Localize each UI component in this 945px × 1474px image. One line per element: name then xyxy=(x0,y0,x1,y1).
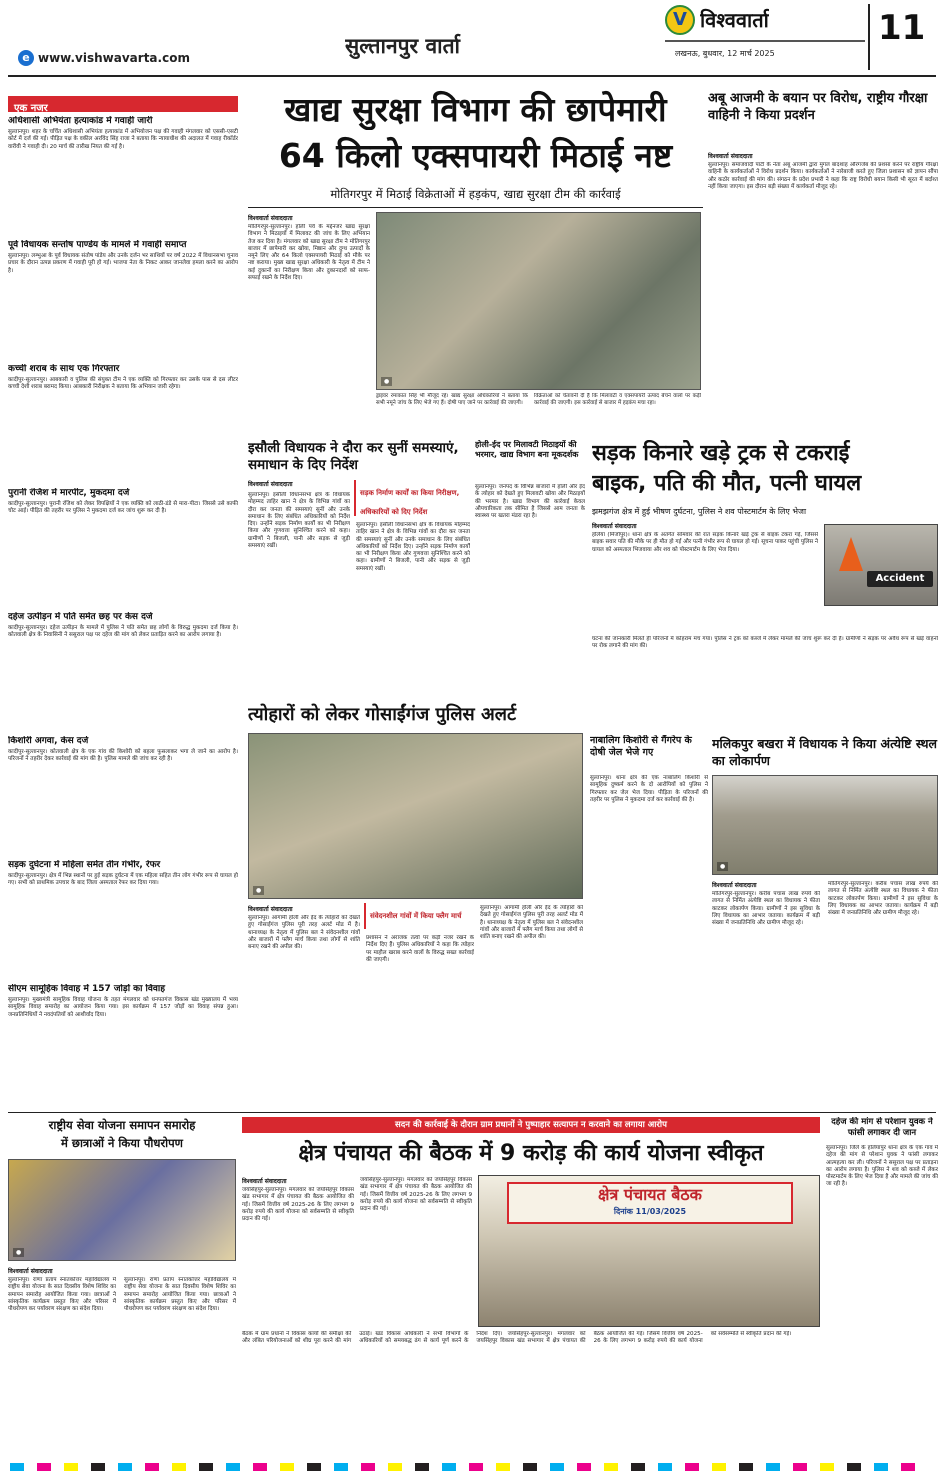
panchayat-kicker xyxy=(242,1117,820,1133)
ek-nazar-item-title: पूर्व विधायक सन्तोष पाण्डेय के मामले में गवाही समाप्त xyxy=(8,240,187,250)
accident-headline-2: बाइक, पति की मौत, पत्नी घायल xyxy=(592,471,862,496)
panchayat-banner-date: दिनांक 11/03/2025 xyxy=(613,1207,687,1216)
color-swatch xyxy=(37,1463,51,1471)
rashtriya-seva-body-col2-text: सुल्तानपुर। राणा प्रताप स्नातकोत्तर महाविद्यालय में राष्ट्रीय सेवा योजना के सात दिवसीय विशेष शिविर का समापन समारोह आयोजित किया गया। छात्राओं ने सांस्कृतिक कार्यक्रम प्रस्तुत किए और परिसर में पौधरोपण कर पर्यावरण संरक्षण का संदेश दिया। xyxy=(124,1277,236,1313)
abu-azmi-byline: विश्ववार्ता संवाददाता xyxy=(708,153,753,160)
lead-body xyxy=(248,224,370,434)
malikpur-body-col2 xyxy=(828,881,938,1105)
isauli-headline: इसौली विधायक ने दौरा कर सुनीं समस्याएं, समाधान के दिए निर्देश xyxy=(248,440,459,473)
holi-milawat-body-text: सुल्तानपुर। जनपद के विभिन्न बाजारों में होली और ईद के त्योहार को देखते हुए मिलावटी खोया और मिठाइयों की भरमार है। खाद्य विभाग की कार्रवाई केवल औपचारिकता तक सीमित है जिससे आम जनता के स्वास्थ्य पर खतरा मंडरा रहा है। xyxy=(475,484,585,520)
ek-nazar-item xyxy=(8,116,238,234)
color-swatch xyxy=(388,1463,402,1471)
ek-nazar-item-body: कादीपुर-सुल्तानपुर। दहेज उत्पीड़न के मामले में पुलिस ने पति समेत छह लोगों के विरुद्ध मुकदमा दर्ज किया है। कोतवाली क्षेत्र के निवासिनी ने ससुराल पक्ष पर दहेज की मांग को लेकर प्रताड़ित करने का आरोप लगाया है। xyxy=(8,625,238,639)
ek-nazar-item-title: सीएम सामूहिक विवाह में 157 जोड़ों का विवाह xyxy=(8,984,165,994)
gosaiganj-sidebar xyxy=(364,903,474,929)
ek-nazar-item-body: सुल्तानपुर। शहर के चर्चित अधिशासी अभियंता हत्याकांड में अभियोजन पक्ष की गवाही मंगलवार को एससी-एसटी कोर्ट में दर्ज की गई। पीड़ित पक्ष के वकील अरविंद सिंह राजा ने बताया कि न्यायाधीश की अदालत में गवाह रीकॉर्डर वारीवी ने गवाही दी। 20 मार्च की तारीख नियत की गई है। xyxy=(8,129,238,150)
accident-headline-1: सड़क किनारे खड़े ट्रक से टकराई xyxy=(592,441,850,466)
color-swatch xyxy=(469,1463,483,1471)
lead-byline: विश्ववार्ता संवाददाता xyxy=(248,215,293,222)
rashtriya-seva-byline: विश्ववार्ता संवाददाता xyxy=(8,1268,53,1275)
section-title: सुल्तानपुर वार्ता xyxy=(345,34,460,58)
color-swatch xyxy=(658,1463,672,1471)
accident-sign-text: Accident xyxy=(875,573,925,584)
color-swatch xyxy=(523,1463,537,1471)
panchayat-banner-text: क्षेत्र पंचायत बैठक xyxy=(598,1185,702,1204)
color-swatch xyxy=(361,1463,375,1471)
ek-nazar-item-body: कादीपुर-सुल्तानपुर। आबकारी व पुलिस की संयुक्त टीम ने एक व्यक्ति को गिरफ्तार कर उसके पास से दस लीटर कच्ची देशी शराब बरामद किया। आबकारी निरीक्षक ने बताया कि अभियान जारी रहेगा। xyxy=(8,377,238,391)
malikpur-story xyxy=(712,735,938,1107)
gosaiganj-body2-text: प्रशासन ने अराजक तत्वों पर कड़ी नजर रखने के निर्देश दिए हैं। पुलिस अधिकारियों ने कहा कि त्योहार पर माहौल खराब करने वालों के विरुद्ध सख्त कार्रवाई की जाएगी। xyxy=(366,935,474,963)
gangrape-story xyxy=(590,735,708,1105)
dahej-body-text: सुल्तानपुर। जिले के हलियापुर थाना क्षेत्र के एक गांव में दहेज की मांग से परेशान युवक ने फांसी लगाकर आत्महत्या कर ली। परिजनों ने ससुराल पक्ष पर प्रताड़ना का आरोप लगाया है। पुलिस ने शव को कब्जे में लेकर पोस्टमार्टम के लिए भेज दिया है और मामले की जांच की जा रही है। xyxy=(826,1145,938,1188)
holi-milawat-headline: होली-ईद पर मिलावटी मिठाइयों की भरमार, खाद्य विभाग बना मूकदर्शक xyxy=(475,440,579,459)
dahej-body xyxy=(826,1145,938,1459)
ek-nazar-label-text: एक नजर xyxy=(14,103,48,112)
gosaiganj-body3 xyxy=(480,905,583,1105)
accident-subhead: झमझगंज क्षेत्र में हुई भीषण दुर्घटना, पुलिस ने शव पोस्टमार्टम के लिए भेजा xyxy=(592,507,807,516)
color-swatch xyxy=(145,1463,159,1471)
color-swatch xyxy=(766,1463,780,1471)
ek-nazar-item xyxy=(8,364,238,482)
ek-nazar-item xyxy=(8,612,238,730)
gangrape-headline: नाबालिग किशोरी से गैंगरेप के दोषी जेल भेजे गए xyxy=(590,735,692,758)
lead-photo-label: ● xyxy=(381,377,392,386)
color-swatch xyxy=(577,1463,591,1471)
isauli-story xyxy=(248,440,470,695)
panchayat-headline: क्षेत्र पंचायत की बैठक में 9 करोड़ की कार्य योजना स्वीकृत xyxy=(298,1141,764,1166)
color-swatch xyxy=(550,1463,564,1471)
rashtriya-seva-headline-1: राष्ट्रीय सेवा योजना समापन समारोह xyxy=(48,1118,196,1132)
ek-nazar-item xyxy=(8,488,238,606)
traffic-cone-icon xyxy=(839,537,863,571)
isauli-body-text: सुल्तानपुर। इसौली विधानसभा क्षेत्र के विधायक मोहम्मद ताहिर खान ने क्षेत्र के विभिन्न गांवों का दौरा कर जनता की समस्याएं सुनीं और उनके समाधान के लिए संबंधित अधिकारियों को निर्देश दिए। उन्होंने सड़क निर्माण कार्यों का भी निरीक्षण किया और गुणवत्ता सुनिश्चित करने को कहा। ग्रामीणों ने बिजली, पानी और सड़क से जुड़ी समस्याएं रखीं। xyxy=(248,492,350,550)
lead-body2 xyxy=(534,393,701,435)
panchayat-story xyxy=(242,1117,820,1459)
lead-headline-2: 64 किलो एक्सपायरी मिठाई नष्ट xyxy=(278,136,673,175)
accident-story xyxy=(592,440,938,730)
panchayat-body2-text: बैठक में ग्राम प्रधानों ने विकास कार्यों की समीक्षा की और लंबित परियोजनाओं को शीघ्र पूरा करने की मांग उठाई। खंड विकास अधिकारी ने सभी विभागों के अधिकारियों को समयबद्ध ढंग से कार्य पूर्ण करने के निर्देश दिए। xyxy=(242,1331,503,1345)
accident-body xyxy=(592,532,818,632)
holi-milawat-body xyxy=(475,484,585,694)
malikpur-body-text: मोतिगरपुर-सुल्तानपुर। करीब पचास लाख रुपये की लागत से निर्मित अंत्येष्टि स्थल का विधायक ने फीता काटकर लोकार्पण किया। ग्रामीणों ने इस सुविधा के लिए विधायक का आभार जताया। कार्यक्रम में बड़ी संख्या में जनप्रतिनिधि और ग्रामीण मौजूद रहे। xyxy=(712,891,820,927)
color-swatch xyxy=(280,1463,294,1471)
ek-nazar-item xyxy=(8,860,238,978)
accident-body-text: हलिया (मिर्जापुर)। थाना क्षेत्र के अंतर्गत सोमवार की रात सड़क किनारे खड़े ट्रक से बाइक टकरा गई, जिससे बाइक सवार पति की मौके पर ही मौत हो गई और पत्नी गंभीर रूप से घायल हो गई। सूचना पाकर पहुंची पुलिस ने घायल को अस्पताल भिजवाया और शव को पोस्टमार्टम के लिए भेज दिया। xyxy=(592,532,818,553)
abu-azmi-body-text: सुल्तानपुर। समाजवादी पार्टी के नेता अबू आजमी द्वारा मुगल बादशाह औरंगजेब की प्रशंसा करने पर राष्ट्रीय गौरक्षा वाहिनी के कार्यकर्ताओं ने विरोध प्रदर्शन किया। कार्यकर्ताओं ने नारेबाजी करते हुए जिला प्रशासन को ज्ञापन सौंपा और कठोर कार्रवाई की मांग की। संगठन के प्रदेश प्रभारी ने कहा कि राष्ट्र विरोधी बयान किसी भी सूरत में बर्दाश्त नहीं किया जाएगा। इस दौरान बड़ी संख्या में कार्यकर्ता मौजूद रहे। xyxy=(708,162,938,190)
dahej-headline: दहेज की मांग से परेशान युवक ने फांसी लगाकर दी जान xyxy=(831,1117,933,1138)
ek-nazar-item-body: कादीपुर-सुल्तानपुर। क्षेत्र में भिन्न स्थानों पर हुई सड़क दुर्घटना में एक महिला सहित तीन लोग गंभीर रूप से घायल हो गए। सभी को प्राथमिक उपचार के बाद जिला अस्पताल रेफर कर दिया गया। xyxy=(8,873,238,887)
dahej-story xyxy=(826,1117,938,1459)
panchayat-banner xyxy=(507,1182,793,1224)
panchayat-body2 xyxy=(242,1331,820,1459)
page-number: 11 xyxy=(878,8,926,48)
gosaiganj-body3-text: सुल्तानपुर। आगामी होली और ईद के त्योहारों को देखते हुए गोसाईंगंज पुलिस पूरी तरह अलर्ट मोड में है। थानाध्यक्ष के नेतृत्व में पुलिस बल ने संवेदनशील गांवों और बाजारों में फ्लैग मार्च किया तथा लोगों से शांति बनाए रखने की अपील की। xyxy=(480,905,583,941)
color-swatch xyxy=(334,1463,348,1471)
ek-nazar-label xyxy=(8,96,238,112)
rashtriya-seva-body xyxy=(8,1277,116,1457)
ek-nazar-item xyxy=(8,736,238,854)
gosaiganj-byline: विश्ववार्ता संवाददाता xyxy=(248,906,293,913)
color-swatch xyxy=(253,1463,267,1471)
rashtriya-seva-photo xyxy=(8,1159,236,1261)
panchayat-body2-text-extra: जयसिंहपुर-सुल्तानपुर। मंगलवार को जयसिंहपुर विकास खंड सभागार में क्षेत्र पंचायत की बैठक आयोजित की गई। जिसमें वित्तीय वर्ष 2025-26 के लिए लगभग 9 करोड़ रुपये की कार्य योजना को सर्वसम्मति से स्वीकृति प्रदान की गई। xyxy=(476,1331,792,1345)
color-swatch xyxy=(442,1463,456,1471)
color-swatch xyxy=(199,1463,213,1471)
ek-nazar-item xyxy=(8,984,238,1102)
ek-nazar-column xyxy=(8,96,238,1111)
ie-icon: e xyxy=(18,50,34,66)
color-swatch xyxy=(307,1463,321,1471)
ek-nazar-item-body: सुल्तानपुर। लम्भुआ के पूर्व विधायक संतोष पांडेय और उनके दर्जन भर साथियों पर वर्ष 2022 में विधानसभा चुनाव प्रचार के दौरान उत्पन्न प्रकरण में गवाही पूरी हो गई। भाजपा नेता के निकट आकर जानलेवा हमला करने का आरोप है। xyxy=(8,253,238,274)
lead-photo xyxy=(376,212,701,390)
abu-azmi-story xyxy=(708,90,938,435)
lead-subhead: मोतिगरपुर में मिठाई विक्रेताओं में हड़कंप, खाद्य सुरक्षा टीम की कार्रवाई xyxy=(330,187,621,201)
accident-body2 xyxy=(592,636,938,730)
panchayat-body-text: जयसिंहपुर-सुल्तानपुर। मंगलवार को जयसिंहपुर विकास खंड सभागार में क्षेत्र पंचायत की बैठक आयोजित की गई। जिसमें वित्तीय वर्ष 2025-26 के लिए लगभग 9 करोड़ रुपये की कार्य योजना को सर्वसम्मति से स्वीकृति प्रदान की गई। xyxy=(242,1187,354,1223)
masthead-rule xyxy=(8,75,936,77)
gosaiganj-body2 xyxy=(366,935,474,1105)
color-swatch xyxy=(685,1463,699,1471)
ek-nazar-item-title: पुरानी रंजिश में मारपीट, मुकदमा दर्ज xyxy=(8,488,130,498)
lead-subhead-rule xyxy=(248,207,703,208)
color-bar xyxy=(0,1460,945,1474)
rashtriya-seva-headline-2: में छात्राओं ने किया पौधरोपण xyxy=(61,1136,183,1150)
masthead xyxy=(0,0,945,78)
abu-azmi-body xyxy=(708,162,938,432)
color-swatch xyxy=(91,1463,105,1471)
color-swatch xyxy=(10,1463,24,1471)
gangrape-body xyxy=(590,775,708,1105)
ek-nazar-item-title: सड़क दुर्घटना में महिला समेत तीन गंभीर, रेफर xyxy=(8,860,161,870)
ek-nazar-item-title: कच्ची शराब के साथ एक गिरफ्तार xyxy=(8,364,120,374)
brand-rule xyxy=(665,40,865,42)
color-swatch xyxy=(415,1463,429,1471)
lead-story xyxy=(248,90,703,435)
color-swatch xyxy=(712,1463,726,1471)
gosaiganj-sidebar-text: संवेदनशील गांवों में किया फ्लैग मार्च xyxy=(370,912,462,920)
bottom-section-rule xyxy=(8,1112,936,1113)
abu-azmi-headline: अबू आजमी के बयान पर विरोध, राष्ट्रीय गौरक्षा वाहिनी ने किया प्रदर्शन xyxy=(708,91,928,123)
lead-photo-caption xyxy=(376,393,528,435)
malikpur-body xyxy=(712,891,820,1105)
lead-photo-caption-text: ड्राइवर रमाकांत सिंह भी मौजूद रहे। खाद्य सुरक्षा अधिकारियों ने बताया कि सभी नमूने जांच के लिए भेजे गए हैं। दोषी पाए जाने पर कार्रवाई की जाएगी। xyxy=(376,393,528,406)
lead-headline-1: खाद्य सुरक्षा विभाग की छापेमारी xyxy=(284,90,667,129)
accident-body2-text: घटना की जानकारी मिलते ही परिजनों में कोहराम मच गया। पुलिस ने ट्रक को कब्जे में लेकर मामले की जांच शुरू कर दी है। ग्रामीणों ने सड़क पर अवैध रूप से खड़े वाहनों पर रोक लगाने की मांग की। xyxy=(592,636,938,650)
website-url[interactable]: www.vishwavarta.com xyxy=(38,51,190,65)
gosaiganj-body-text: सुल्तानपुर। आगामी होली और ईद के त्योहारों को देखते हुए गोसाईंगंज पुलिस पूरी तरह अलर्ट मोड में है। थानाध्यक्ष के नेतृत्व में पुलिस बल ने संवेदनशील गांवों और बाजारों में फ्लैग मार्च किया तथा लोगों से शांति बनाए रखने की अपील की। xyxy=(248,915,360,951)
panchayat-kicker-text: सदन की कार्रवाई के दौरान ग्राम प्रधानों ने पुष्पाहार सत्यापन न करवाने का लगाया आरोप xyxy=(395,1120,667,1130)
panchayat-byline: विश्ववार्ता संवाददाता xyxy=(242,1178,287,1185)
color-swatch xyxy=(118,1463,132,1471)
isauli-sidebar-text: सड़क निर्माण कार्यों का किया निरीक्षण, अधिकारियों को दिए निर्देश xyxy=(360,489,460,516)
gangrape-body-text: सुल्तानपुर। थाना क्षेत्र की एक नाबालिग किशोरी से सामूहिक दुष्कर्म करने के दो आरोपियों को पुलिस ने गिरफ्तार कर जेल भेज दिया। पीड़िता के परिजनों की तहरीर पर पुलिस ने मुकदमा दर्ज कर कार्रवाई की है। xyxy=(590,775,708,803)
rashtriya-seva-body-text: सुल्तानपुर। राणा प्रताप स्नातकोत्तर महाविद्यालय में राष्ट्रीय सेवा योजना के सात दिवसीय विशेष शिविर का समापन समारोह आयोजित किया गया। छात्राओं ने सांस्कृतिक कार्यक्रम प्रस्तुत किए और परिसर में पौधरोपण कर पर्यावरण संरक्षण का संदेश दिया। xyxy=(8,1277,116,1313)
color-swatch xyxy=(847,1463,861,1471)
panchayat-body xyxy=(242,1187,354,1281)
ek-nazar-item-body: सुल्तानपुर। मुख्यमंत्री सामूहिक विवाह योजना के तहत मंगलवार को धनपतगंज विकास खंड मुख्यालय में भव्य सामूहिक विवाह समारोह का आयोजन किया गया। इस कार्यक्रम में 157 जोड़ों का विवाह संपन्न हुआ। जनप्रतिनिधियों ने नवदंपतियों को आशीर्वाद दिया। xyxy=(8,997,238,1018)
ek-nazar-item-title: अधिशासी अभियंता हत्याकांड में गवाही जारी xyxy=(8,116,153,126)
ek-nazar-list xyxy=(8,116,238,1111)
rashtriya-seva-story xyxy=(8,1117,236,1459)
page-divider xyxy=(868,4,870,70)
color-swatch xyxy=(172,1463,186,1471)
accident-byline: विश्ववार्ता संवाददाता xyxy=(592,523,637,530)
ek-nazar-item-body: कादीपुर-सुल्तानपुर। कोतवाली क्षेत्र के एक गांव की किशोरी को बहला फुसलाकर भगा ले जाने का आरोप है। परिजनों ने तहरीर देकर कार्रवाई की मांग की है। पुलिस मामले की जांच कर रही है। xyxy=(8,749,238,763)
ek-nazar-item xyxy=(8,240,238,358)
color-swatch xyxy=(604,1463,618,1471)
gosaiganj-photo-label: ● xyxy=(253,886,264,895)
color-swatch xyxy=(874,1463,888,1471)
color-swatch xyxy=(820,1463,834,1471)
isauli-body-col2-text: सुल्तानपुर। इसौली विधानसभा क्षेत्र के विधायक मोहम्मद ताहिर खान ने क्षेत्र के विभिन्न गांवों का दौरा कर जनता की समस्याएं सुनीं और उनके समाधान के लिए संबंधित अधिकारियों को निर्देश दिए। उन्होंने सड़क निर्माण कार्यों का भी निरीक्षण किया और गुणवत्ता सुनिश्चित करने को कहा। ग्रामीणों ने बिजली, पानी और सड़क से जुड़ी समस्याएं रखीं। xyxy=(356,522,470,572)
ek-nazar-item-title: किशोरी अगवा, केस दर्ज xyxy=(8,736,89,746)
lead-body-text: मोतिगरपुर-सुल्तानपुर। होली पर्व के मद्देनजर खाद्य सुरक्षा विभाग ने मिठाइयों में मिलावट की जांच के लिए अभियान तेज कर दिया है। मंगलवार को खाद्य सुरक्षा टीम ने मोतिगरपुर बाजार में छापेमारी कर खोया, मिष्ठान और दुग्ध उत्पादों के नमूने लिए और 64 किलो एक्सपायरी मिठाई को मौके पर नष्ट कराया। मुख्य खाद्य सुरक्षा अधिकारी के नेतृत्व में टीम ने कई दुकानों का निरीक्षण किया और दुकानदारों को साफ-सफाई रखने के निर्देश दिए। xyxy=(248,224,370,282)
ek-nazar-item-title: दहेज उत्पीड़न में पति समेत छह पर केस दर्ज xyxy=(8,612,153,622)
color-swatch xyxy=(793,1463,807,1471)
holi-milawat-story xyxy=(475,440,585,695)
color-swatch xyxy=(901,1463,915,1471)
color-swatch xyxy=(631,1463,645,1471)
isauli-body xyxy=(248,492,350,692)
lead-body2-text: विक्रेताओं को चेतावनी दी है कि मिलावटी व एक्सपायरी उत्पाद बेचने वालों पर कड़ी कार्रवाई की जाएगी। इस कार्रवाई से बाजार में हड़कंप मचा रहा। xyxy=(534,393,701,406)
malikpur-body-col2-text: मोतिगरपुर-सुल्तानपुर। करीब पचास लाख रुपये की लागत से निर्मित अंत्येष्टि स्थल का विधायक ने फीता काटकर लोकार्पण किया। ग्रामीणों ने इस सुविधा के लिए विधायक का आभार जताया। कार्यक्रम में बड़ी संख्या में जनप्रतिनिधि और ग्रामीण मौजूद रहे। xyxy=(828,881,938,917)
rashtriya-seva-body-col2 xyxy=(124,1277,236,1457)
malikpur-photo-label: ● xyxy=(717,862,728,871)
isauli-body-col2 xyxy=(356,522,470,692)
accident-sign xyxy=(867,571,933,587)
accident-image xyxy=(824,524,938,606)
isauli-byline: विश्ववार्ता संवाददाता xyxy=(248,481,293,488)
color-swatch xyxy=(64,1463,78,1471)
malikpur-photo xyxy=(712,775,938,875)
color-swatch xyxy=(226,1463,240,1471)
isauli-sidebar xyxy=(354,480,470,516)
gosaiganj-headline: त्योहारों को लेकर गोसाईंगंज पुलिस अलर्ट xyxy=(248,704,517,725)
gosaiganj-body xyxy=(248,915,360,1105)
malikpur-headline: मलिकपुर बखरा में विधायक ने किया अंत्येष्टि स्थल का लोकार्पण xyxy=(712,736,937,768)
color-swatch xyxy=(496,1463,510,1471)
ek-nazar-item-body: कादीपुर-सुल्तानपुर। पुरानी रंजिश को लेकर विपक्षियों ने एक व्यक्ति को लाठी-डंडे से मारा-पीटा। जिससे उसे काफी चोट आई। पीड़ित की तहरीर पर पुलिस ने मुकदमा दर्ज कर जांच शुरू कर दी है। xyxy=(8,501,238,515)
gosaiganj-story xyxy=(248,703,583,1108)
panchayat-body-col2 xyxy=(360,1177,472,1281)
color-swatch xyxy=(739,1463,753,1471)
panchayat-photo xyxy=(478,1175,820,1327)
issue-date: लखनऊ, बुधवार, 12 मार्च 2025 xyxy=(675,49,775,58)
brand-logo: V xyxy=(665,5,695,35)
brand-name: विश्ववार्ता xyxy=(700,8,769,32)
rashtriya-seva-photo-label: ● xyxy=(13,1248,24,1257)
malikpur-byline: विश्ववार्ता संवाददाता xyxy=(712,882,757,889)
panchayat-body-col2-text: जयसिंहपुर-सुल्तानपुर। मंगलवार को जयसिंहपुर विकास खंड सभागार में क्षेत्र पंचायत की बैठक आयोजित की गई। जिसमें वित्तीय वर्ष 2025-26 के लिए लगभग 9 करोड़ रुपये की कार्य योजना को सर्वसम्मति से स्वीकृति प्रदान की गई। xyxy=(360,1177,472,1213)
gosaiganj-photo xyxy=(248,733,583,899)
